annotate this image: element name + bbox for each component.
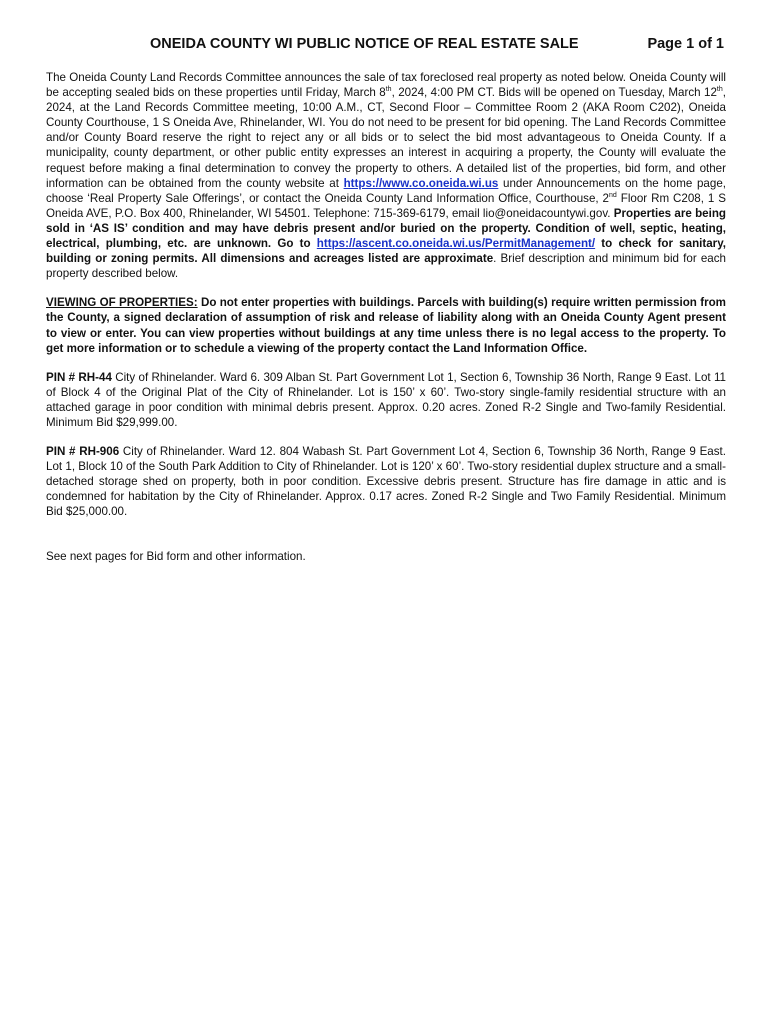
property-pin: PIN # RH-44	[46, 370, 112, 384]
viewing-paragraph	[46, 295, 726, 355]
intro-text-1: The Oneida County Land Records Committee announces the sale of tax foreclosed real property as noted below. Oneida County will be accepting sealed bids on these properties until Friday, March 8	[46, 71, 726, 100]
intro-text-3: , 2024, at the Land Records Committee meeting, 10:00 A.M., CT, Second Floor – Committee Room 2 (AKA Room C202), Oneida County Courthouse, 1 S Oneida Ave, Rhinelander, WI. You do not need to be present for bid opening. The Land Records Committee and/or County Board reserve the right to reject any or all bids or to select the bid most advantageous to Oneida County. If a municipality, county department, or other public entity expresses an interest in acquiring a property, the County will evaluate the request before making a final determination to convey the property to others. A detailed list of the properties, bid form, and other information can be obtained from the county website at	[46, 86, 726, 190]
property-pin: PIN # RH-906	[46, 445, 120, 459]
ordinal-suffix: nd	[609, 191, 617, 199]
viewing-text: Do not enter properties with buildings. Parcels with building(s) require written permission from the County, a signed declaration of assumption of risk and release of liability along with an Oneida County Agent present to view or enter. You can view properties without buildings at any time unless there is no legal access to the property. To get more information or to schedule a viewing of the property contact the Land Information Office.	[46, 296, 726, 355]
permit-management-link[interactable]: https://ascent.co.oneida.wi.us/PermitManagement/	[316, 237, 596, 251]
property-listing	[46, 370, 726, 430]
property-description: City of Rhinelander. Ward 6. 309 Alban St. Part Government Lot 1, Section 6, Township 36 North, Range 9 East. Lot 11 of Block 4 of the Original Plat of the City of Rhinelander. Lot is 150’ x 60’. Two-story single-family residential structure with an attached garage in poor condition with minimal debris present. Approx. 0.20 acres. Zoned R-2 Single and Two-family Residential. Minimum Bid $29,999.00.	[46, 370, 726, 429]
intro-text-6: . Brief description and minimum bid for each property described below.	[46, 252, 726, 281]
as-is-notice: Properties are being sold in ‘AS IS’ condition and may have debris present and/or buried on the property. Condition of well, septic, heating, electrical, plumbing, etc. are unknown. Go to	[46, 206, 726, 251]
page-number: Page 1 of 1	[647, 36, 724, 52]
intro-text-4: under Announcements on the home page, choose ‘Real Property Sale Offerings’, or contact the Oneida County Land Information Office, Courthouse, 2	[46, 176, 726, 205]
viewing-label: VIEWING OF PROPERTIES:	[46, 296, 198, 310]
property-description: City of Rhinelander. Ward 12. 804 Wabash St. Part Government Lot 4, Section 6, Township 36 North, Range 9 East. Lot 1, Block 10 of the South Park Addition to City of Rhinelander. Lot is 120’ x 60’. Two-story residential duplex structure and a small-detached storage shed on property, both in poor condition. Excessive debris present. Structure has fire damage in attic and is condemned for habitation by the City of Rhinelander. Approx. 0.17 acres. Zoned R-2 Single and Two Family Residential. Minimum Bid $25,000.00.	[46, 445, 726, 519]
intro-paragraph	[46, 70, 726, 281]
footer-note: See next pages for Bid form and other information.	[46, 549, 306, 563]
ordinal-suffix: th	[716, 86, 723, 94]
ordinal-suffix: th	[385, 86, 392, 94]
property-listing	[46, 444, 726, 519]
blank-line	[46, 534, 726, 549]
county-website-link[interactable]: https://www.co.oneida.wi.us	[343, 176, 499, 190]
intro-text-2: , 2024, 4:00 PM CT. Bids will be opened on Tuesday, March 12	[391, 86, 717, 100]
intro-text-5: Floor Rm C208, 1 S Oneida AVE, P.O. Box 400, Rhinelander, WI 54501. Telephone: 715-369-6179, email lio@oneidacountywi.gov.	[46, 191, 726, 220]
document-title: ONEIDA COUNTY WI PUBLIC NOTICE OF REAL ESTATE SALE	[150, 36, 579, 52]
notice-body	[46, 70, 726, 578]
permits-notice: to check for sanitary, building or zoning permits. All dimensions and acreages listed are approximate	[46, 237, 727, 266]
page-header	[46, 36, 726, 56]
